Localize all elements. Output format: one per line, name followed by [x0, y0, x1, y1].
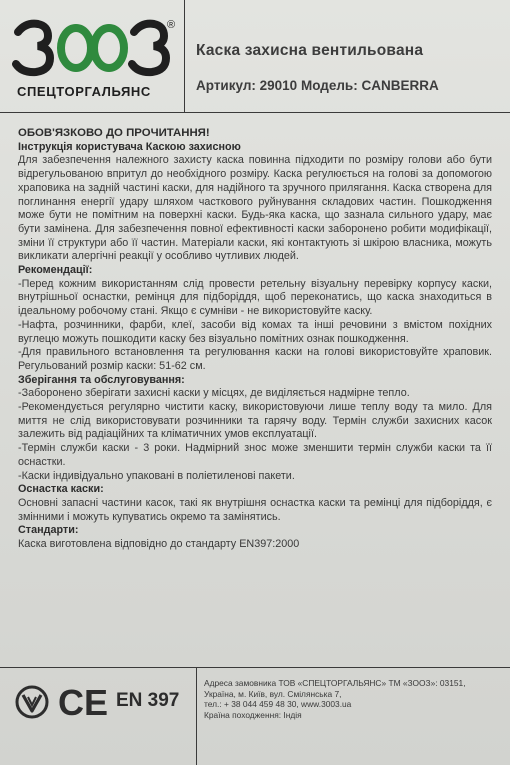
address-line: Адреса замовника ТОВ «СПЕЦТОРГАЛЬЯНС» ТМ «ЗООЗ»: 03151,: [204, 678, 466, 688]
standards-paragraph: Каска виготовлена відповідно до стандарту EN397:2000: [18, 538, 300, 551]
article-model-line: [196, 78, 439, 93]
recommendation-item: -Для правильного встановлення та регулювання каски на голові використовуйте храповик. Регульований розмір каски: 51-62 см.: [18, 346, 492, 372]
recommendations-heading: Рекомендації:: [18, 264, 93, 277]
brand-subtitle: СПЕЦТОРГАЛЬЯНС: [17, 84, 151, 99]
recommendation-item: -Перед кожним використанням слід провести ретельну візуальну перевірку корпусу каски, внутрішньої оснастки, ремінця для підборіддя, щоб переконатись, що каска знаходиться в ідеальному робочому стані. Якщо є сумніви - не використовуйте каску.: [18, 277, 492, 318]
ua-conformity-mark-icon: [14, 684, 50, 720]
instruction-title: Інструкція користувача Каскою захисною: [18, 140, 241, 153]
parts-paragraph: Основні запасні частини касок, такі як внутрішня оснастка каски та ремінці для підборіддя, є змінними і можуть купуватись окремо та замінятись.: [18, 496, 492, 523]
storage-item: -Заборонено зберігати захисні каски у місцях, де виділяється надмірне тепло.: [18, 387, 410, 400]
ce-mark-text: CE: [58, 684, 109, 720]
footer-vertical-divider: [196, 667, 197, 765]
header: [0, 0, 510, 113]
product-title: Каска захисна вентильована: [196, 42, 424, 59]
footer-divider: [0, 667, 510, 668]
registered-mark: ®: [167, 19, 176, 31]
address-line: тел.: + 38 044 459 48 30, www.3003.ua: [204, 699, 352, 710]
address-line: Країна походження: Індія: [204, 709, 302, 720]
storage-item: -Рекомендується регулярно чистити каску, використовуючи лише теплу воду та мило. Для миття не слід використовувати розчинники та гарячу воду. Термін служби захисних касок залежить від радіаційних та кліматичних умов експлуатації.: [18, 401, 492, 441]
brand-logo-icon: [12, 16, 178, 80]
must-read-heading: ОБОВ'ЯЗКОВО ДО ПРОЧИТАННЯ!: [18, 127, 210, 139]
storage-item: -Каски індивідуально упаковані в поліетиленові пакети.: [18, 469, 295, 482]
brand-logo-box: [0, 0, 185, 112]
storage-item: -Термін служби каски - 3 роки. Надмірний знос може зменшити термін служби каски та її оснастки.: [18, 442, 492, 468]
en397-mark: EN 397: [116, 690, 180, 711]
certification-marks: [8, 684, 194, 724]
storage-heading: Зберігання та обслуговування:: [18, 373, 185, 386]
instruction-body: [18, 127, 492, 552]
intro-paragraph: Для забезпечення належного захисту каска повинна підходити по розміру голови або бути відрегульованою впритул до необхідного розміру. Каска регулюється на голові за допомогою храповика на задній частині каски, для надійного та зручного прилягання. Каска створена для поглинання енергії удару шляхом часткового руйнування складових частин. Пошкодження може бути не помітним на поверхні каски. Будь-яка каска, що зазнала сильного удару, має бути замінена. Для забезпечення повної ефективності каски заборонено робити модифікації, зміни її структури або її частин. Матеріали каски, які контактують зі шкірою власника, можуть викликати алергічні реакції у особливо чутливих людей.: [18, 154, 492, 263]
ce-mark-icon: [58, 684, 112, 720]
manufacturer-address: [204, 678, 504, 720]
address-line: Україна, м. Київ, вул. Смілянська 7,: [204, 688, 342, 699]
parts-heading: Оснастка каски:: [18, 483, 104, 496]
article-label: Артикул: 29010: [196, 78, 298, 93]
standards-heading: Стандарти:: [18, 524, 79, 537]
model-label: Модель: CANBERRA: [300, 78, 439, 93]
recommendation-item: -Нафта, розчинники, фарби, клеї, засоби від комах та інші речовини з вмістом похідних вуглецю можуть пошкодити каску без візуально помітних ознак пошкодження.: [18, 318, 492, 345]
